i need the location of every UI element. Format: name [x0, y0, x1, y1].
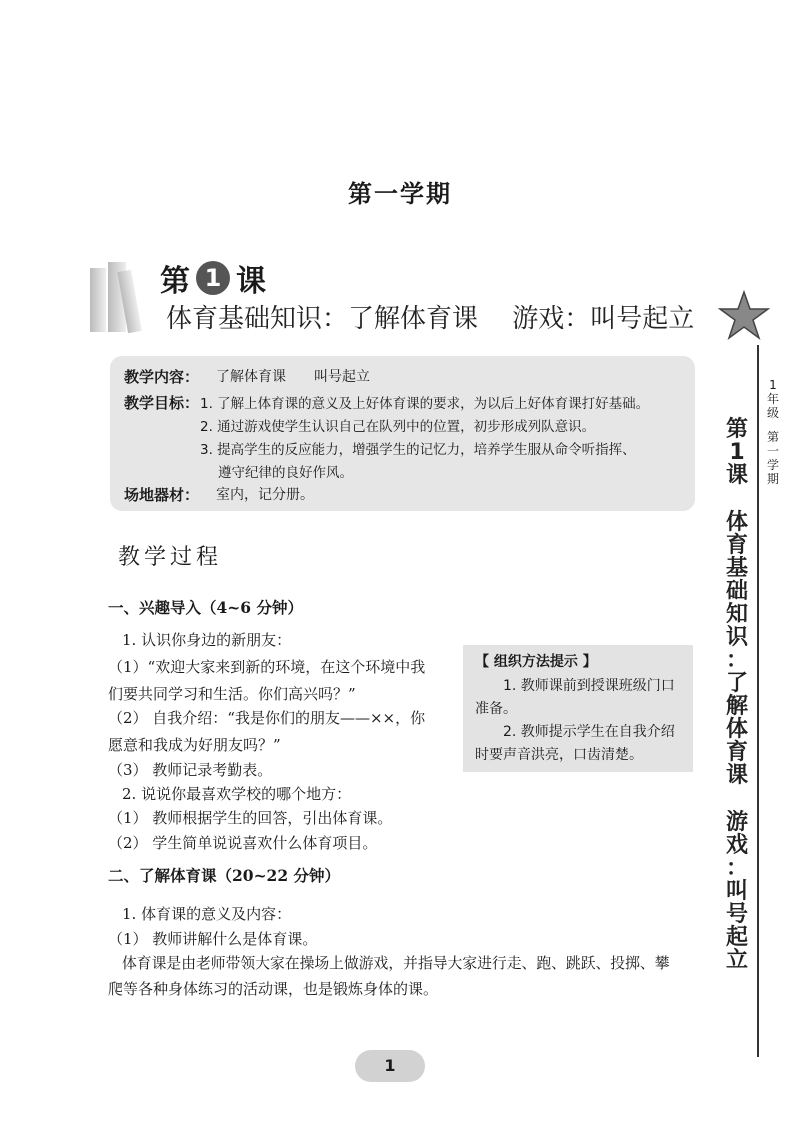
text-line: 2. 说说你最喜欢学校的哪个地方：: [122, 785, 352, 803]
side-char: 学: [766, 458, 779, 472]
content-value: 了解体育课 叫号起立: [216, 369, 370, 385]
text-line: 们要共同学习和生活。你们高兴吗？”: [108, 685, 356, 703]
side-char: ：: [725, 648, 748, 673]
side-char: 年: [766, 392, 779, 406]
side-char: 识: [725, 625, 748, 650]
side-char: 础: [725, 579, 748, 604]
tip-line: 时要声音洪亮，口齿清楚。: [475, 747, 643, 763]
equipment-value: 室内，记分册。: [216, 487, 314, 503]
side-char: 起: [725, 925, 748, 950]
content-label: 教学内容：: [124, 368, 200, 386]
text-line: （2） 学生简单说说喜欢什么体育项目。: [108, 834, 378, 852]
side-char: 体: [725, 510, 748, 535]
side-char: [722, 787, 752, 811]
lesson-number-badge: 1: [196, 261, 230, 295]
text-line: （2） 自我介绍：“我是你们的朋友——××，你: [108, 709, 426, 727]
equipment-label: 场地器材：: [124, 486, 200, 504]
tip-title: 【 组织方法提示 】: [475, 654, 597, 670]
side-char: 期: [766, 472, 779, 486]
side-char: 戏: [725, 833, 748, 858]
text-line: （1） 教师讲解什么是体育课。: [108, 930, 318, 948]
text-line: 1. 体育课的意义及内容：: [122, 905, 292, 923]
lesson-prefix: 第: [160, 264, 190, 299]
lesson-suffix: 课: [236, 264, 266, 299]
side-char: 游: [725, 810, 748, 835]
text-line: （3） 教师记录考勤表。: [108, 761, 273, 779]
tip-line: 2. 教师提示学生在自我介绍: [503, 724, 675, 740]
goal-item: 3. 提高学生的反应能力，增强学生的记忆力，培养学生服从命令听指挥、: [200, 442, 636, 458]
side-char: 号: [725, 902, 748, 927]
text-line: （1）“欢迎大家来到新的环境，在这个环境中我: [108, 658, 426, 676]
side-char: 一: [766, 444, 779, 458]
side-char: 课: [725, 763, 748, 788]
side-lesson-label: [722, 418, 752, 972]
section-heading: 一、兴趣导入（4~6 分钟）: [108, 598, 303, 617]
text-line: 爬等各种身体练习的活动课，也是锻炼身体的课。: [108, 980, 439, 998]
star-icon: [718, 290, 770, 342]
tip-line: 准备。: [475, 701, 517, 717]
side-char: [722, 487, 752, 511]
side-char: 育: [725, 533, 748, 558]
lesson-info-box: [110, 356, 695, 511]
goal-item: 2. 通过游戏使学生认识自己在队列中的位置，初步形成列队意识。: [200, 419, 596, 435]
side-char: 了: [725, 671, 748, 696]
tip-box: [463, 645, 693, 772]
side-char: 育: [725, 740, 748, 765]
goals-label: 教学目标：: [124, 394, 200, 412]
side-char: 解: [725, 694, 748, 719]
goal-item: 1. 了解上体育课的意义及上好体育课的要求，为以后上好体育课打好基础。: [200, 396, 650, 412]
page-number: 1: [355, 1050, 425, 1082]
side-char: 知: [725, 602, 748, 627]
side-char: 第: [766, 430, 779, 444]
lesson-number: [160, 258, 266, 298]
side-char: 立: [725, 948, 748, 973]
side-grade-label: [763, 378, 783, 486]
goal-item: 遵守纪律的良好作风。: [218, 465, 353, 481]
side-char: 1: [729, 440, 745, 465]
lesson-title: 体育基础知识：了解体育课 游戏：叫号起立: [166, 304, 695, 334]
side-char: 体: [725, 717, 748, 742]
side-char: ：: [725, 856, 748, 881]
side-char: 基: [725, 556, 748, 581]
content-row: [124, 366, 370, 388]
side-char: 级: [766, 406, 779, 420]
side-char: [763, 420, 783, 430]
semester-title: 第一学期: [348, 179, 452, 208]
section-heading: 二、了解体育课（20~22 分钟）: [108, 866, 341, 885]
tip-line: 1. 教师课前到授课班级门口: [503, 678, 675, 694]
side-char: 第: [725, 417, 748, 442]
equipment-row: [124, 484, 314, 506]
side-divider: [757, 345, 759, 1057]
text-line: 1. 认识你身边的新朋友：: [122, 631, 292, 649]
text-line: （1） 教师根据学生的回答，引出体育课。: [108, 809, 393, 827]
process-title: 教学过程: [118, 545, 223, 570]
side-char: 1: [769, 378, 777, 392]
text-line: 愿意和我成为好朋友吗？”: [108, 736, 281, 754]
side-char: 课: [725, 463, 748, 488]
side-char: 叫: [725, 879, 748, 904]
text-line: 体育课是由老师带领大家在操场上做游戏，并指导大家进行走、跑、跳跃、投掷、攀: [122, 955, 670, 972]
books-icon: [86, 256, 166, 336]
